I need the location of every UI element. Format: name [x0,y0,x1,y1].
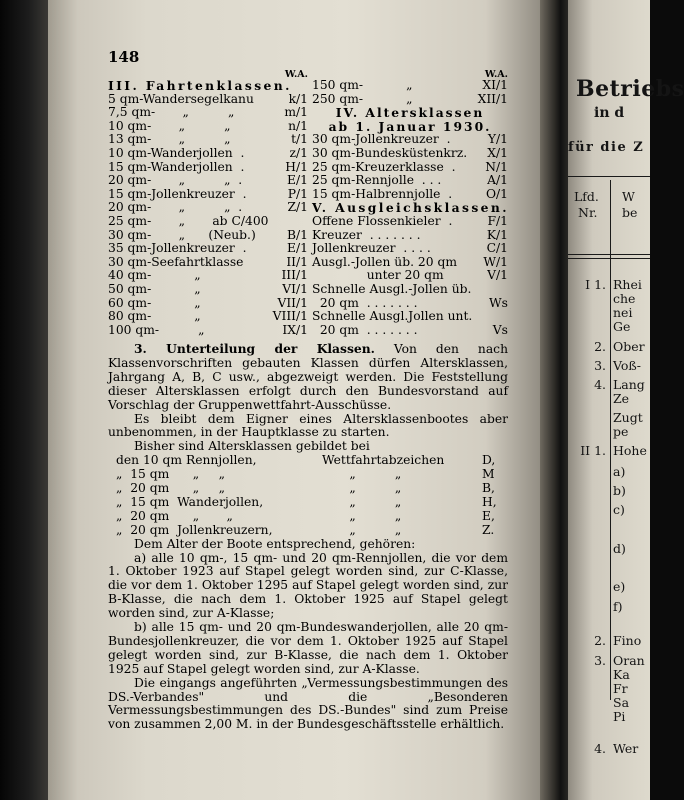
row-text-fragment: e) [613,579,626,594]
class-name: IV. Altersklassen [335,105,485,121]
row-text-fragment: Hohe [613,443,647,458]
row-text-fragment: Zugt [613,410,643,425]
class-entry [108,201,308,215]
row-number: 3. [594,358,606,373]
sail-code: II/1 [286,254,308,269]
sail-code: E/1 [287,173,308,188]
age-table-row [108,468,508,482]
row-text-fragment: Fr [613,681,628,696]
row-text-fragment: Ze [613,391,630,406]
table-column-divider [610,180,611,700]
sail-code: VIII/1 [272,309,308,324]
class-list-left-column [108,68,308,337]
row-number: II 1. [580,443,606,458]
right-page [568,0,684,800]
age-class-letter: H, [482,494,497,509]
age-class-letter: B, [482,481,495,496]
class-name: 40 qm- „ [108,268,201,283]
age-class-letter: D, [482,453,496,468]
age-class-badge-label: „ „ [322,522,402,537]
section-3-text [108,342,508,732]
section-3-paragraph-final: Die eingangs angeführten „Vermessungsbestimmungen des DS.-Verbandes" und die „Besonderen Vermessungsbestimmungen des DS.-Bundes" sind zum Preise von zusammen 2,00 M. in der Bundesgeschäftsstelle erhältlich. [108,675,508,732]
row-text-fragment: Fino [613,633,642,648]
class-entry [108,215,308,229]
right-page-title: Betriebs [576,76,684,102]
class-name: 150 qm- „ [312,78,413,92]
class-entry [312,93,508,107]
class-entry [312,188,508,202]
age-class-badge-label: „ „ [322,494,402,509]
class-name: 30 qm-Jollenkreuzer . [312,132,451,147]
class-entry [312,324,508,338]
class-name: 60 qm- „ [108,295,201,310]
sail-code: n/1 [288,118,308,133]
class-name: 30 qm- „ (Neub.) [108,227,256,242]
age-class-badge-label: Wettfahrtabzeichen [322,453,445,468]
class-name: 5 qm-Wandersegelkanu [108,91,254,106]
class-name: 50 qm- „ [108,281,201,296]
age-table-row [108,482,508,496]
sail-code: Z/1 [287,200,308,215]
row-number: 2. [594,633,606,648]
age-class-table [108,454,508,537]
age-class-boat: den 10 qm Rennjollen, [116,453,257,468]
class-name: 20 qm- „ „ . [108,173,243,188]
class-name: 20 qm . . . . . . . [312,322,418,337]
class-entry [108,174,308,188]
class-entry [108,269,308,283]
class-name: 13 qm- „ „ [108,132,231,147]
class-name: 15 qm-Jollenkreuzer . [108,186,247,201]
sail-code: Vs [492,322,508,337]
age-table-row [108,454,508,468]
sail-code: C/1 [486,241,508,256]
class-entry [108,120,308,134]
class-entry [312,201,508,215]
class-list-right-column [312,68,508,337]
row-text-fragment: Wer [613,741,639,756]
sail-code: Ws [489,295,508,310]
class-name: 25 qm-Rennjolle . . . [312,173,442,188]
sail-code: B/1 [286,227,308,242]
sail-code: XI/1 [482,78,508,92]
row-text-fragment: Oran [613,653,645,668]
right-page-caption: für die Z [568,140,645,155]
sail-code: W/1 [483,254,508,269]
row-text-fragment: Sa [613,695,630,710]
class-name: unter 20 qm [312,268,444,283]
sail-code: XII/1 [477,91,508,106]
class-entry [312,310,508,324]
class-name: Jollenkreuzer . . . . [312,241,431,256]
age-class-badge-label: „ „ [322,508,402,523]
class-name: 30 qm-Bundesküstenkrz. [312,145,468,160]
sail-code: IX/1 [282,322,308,337]
section-3-paragraph-3: Bisher sind Altersklassen gebildet bei [134,439,370,454]
row-text-fragment: Voß- [613,358,641,373]
wa-header-left: W.A. [284,69,308,80]
class-entry [108,147,308,161]
class-entry [312,215,508,229]
row-text-fragment: che [613,291,636,306]
class-entry [312,297,508,311]
class-entry [312,133,508,147]
sail-code: Y/1 [487,132,508,147]
age-class-letter: E, [482,508,495,523]
class-entry [312,269,508,283]
class-entry [312,242,508,256]
row-text-fragment: Pi [613,709,626,724]
table-header-rule-2 [568,258,650,259]
class-name: 25 qm-Kreuzerklasse . [312,159,456,174]
right-page-subtitle: in d [594,105,625,121]
col-header-be: be [622,205,638,220]
sail-code: X/1 [487,145,508,160]
age-table-row [108,496,508,510]
sail-code: O/1 [485,186,508,201]
sail-code: K/1 [486,227,508,242]
class-entry [108,242,308,256]
sail-code: N/1 [485,159,508,174]
class-name: Kreuzer . . . . . . . [312,227,421,242]
age-class-boat: „ 15 qm „ „ [116,467,226,482]
class-name: Ausgl.-Jollen üb. 20 qm [312,254,457,269]
age-class-badge-label: „ „ [322,467,402,482]
age-class-badge-label: „ „ [322,481,402,496]
class-entry [108,256,308,270]
age-class-boat: „ 15 qm Wanderjollen, [116,494,264,509]
class-name: 20 qm- „ „ . [108,200,243,215]
class-name: Schnelle Ausgl.-Jollen üb. [312,281,472,296]
section-3-paragraph-a: a) alle 10 qm-, 15 qm- und 20 qm-Rennjollen, die vor dem 1. Oktober 1923 auf Stapel gelegt worden sind, zur C-Klasse, die vor dem 1. Oktober 1295 auf Stapel gelegt worden sind, zur B-Klasse, die nach dem 1. Oktober 1925 auf Stapel gelegt worden sind, zur A-Klasse; [108,550,508,621]
table-header-rule [568,254,650,255]
class-name: 15 qm-Wanderjollen . [108,159,245,174]
row-number: I 1. [585,277,606,292]
row-number: 2. [594,339,606,354]
class-entry [312,161,508,175]
col-header-w: W [622,189,635,204]
row-text-fragment: c) [613,502,625,517]
age-table-row [108,510,508,524]
section-3-paragraph-2: Es bleibt dem Eigner eines Altersklassenbootes aber unbenommen, in der Hauptklasse zu starten. [108,411,508,440]
sail-code: k/1 [288,91,308,106]
class-name: V. Ausgleichsklassen. [312,200,509,216]
class-entry [108,161,308,175]
class-entry [108,324,308,338]
age-class-boat: „ 20 qm Jollenkreuzern, [116,522,273,537]
row-text-fragment: pe [613,424,629,439]
row-text-fragment: nei [613,305,633,320]
class-entry [312,147,508,161]
section-3-paragraph-b: b) alle 15 qm- und 20 qm-Bundeswanderjollen, alle 20 qm-Bundesjollenkreuzer, die vor dem 1. Oktober 1925 auf Stapel gelegt worden sind, zur B-Klasse, die nach dem 1. Oktober 1925 auf Stapel gelegt worden sind, zur A-Klasse. [108,620,508,676]
sail-code: P/1 [287,186,308,201]
age-table-row [108,524,508,538]
row-number: 4. [594,741,606,756]
section-3-heading: 3. Unterteilung der Klassen. [134,341,375,356]
class-entry [312,256,508,270]
age-class-boat: „ 20 qm „ „ [116,508,233,523]
sail-code: E/1 [287,241,308,256]
class-name: 30 qm-Seefahrtklasse [108,254,244,269]
page-number: 148 [108,48,140,66]
class-list-right [312,79,508,337]
class-entry [312,283,508,297]
sail-code: VII/1 [277,295,308,310]
class-entry [108,133,308,147]
class-list-left [108,79,308,337]
row-text-fragment: Ober [613,339,645,354]
section-3-paragraph-1: 3. Unterteilung der Klassen. Von den nach Klassenvorschriften gebauten Klassen dürfen Altersklassen, Jahrgang A, B, C usw., abgezweigt werden. Die Feststellung dieser Altersklassen erfolgt durch den Bundesvorstand auf Vorschlag der Gruppenwettfahrt-Ausschüsse. [108,341,508,412]
section-3-paragraph-4: Dem Alter der Boote entsprechend, gehören: [134,536,416,551]
class-entry [108,229,308,243]
class-name: 80 qm- „ [108,309,201,324]
row-number: 4. [594,377,606,392]
class-name: 20 qm . . . . . . . [312,295,418,310]
col-header-nr: Nr. [578,205,598,220]
class-name: 100 qm- „ [108,322,205,337]
col-header-lfd: Lfd. [574,189,599,204]
row-text-fragment: Lang [613,377,645,392]
class-name: 10 qm-Wanderjollen . [108,145,245,160]
row-text-fragment: b) [613,483,626,498]
sail-code: VI/1 [282,281,308,296]
class-entry [108,106,308,120]
table-top-rule [568,176,650,177]
class-entry [108,297,308,311]
class-entry [108,283,308,297]
row-text-fragment: Ge [613,319,631,334]
row-text-fragment: a) [613,464,626,479]
row-text-fragment: Rhei [613,277,642,292]
class-name: 25 qm- „ ab C/400 [108,213,269,228]
row-text-fragment: Ka [613,667,630,682]
class-name: Schnelle Ausgl.Jollen unt. [312,309,473,324]
class-name: III. Fahrtenklassen. [108,78,292,93]
class-entry [312,106,508,120]
wa-header-right: W.A. [484,69,508,80]
class-entry [312,174,508,188]
class-entry [108,79,308,93]
class-entry [108,310,308,324]
row-number: 3. [594,653,606,668]
class-name: Offene Flossenkieler . [312,213,453,228]
row-text-fragment: f) [613,599,623,614]
age-class-boat: „ 20 qm „ „ [116,481,226,496]
class-name: 250 qm- „ [312,91,413,106]
age-class-letter: Z. [482,522,495,537]
sail-code: V/1 [487,268,508,283]
class-entry [312,229,508,243]
sail-code: III/1 [281,268,308,283]
class-entry [108,93,308,107]
sail-code: A/1 [487,173,508,188]
class-name: 35 qm-Jollenkreuzer . [108,241,247,256]
class-entry [312,79,508,93]
age-class-letter: M [482,467,495,482]
sail-code: z/1 [289,145,308,160]
sail-code: F/1 [487,213,508,228]
class-entry [108,188,308,202]
class-entry [312,120,508,134]
class-name: 7,5 qm- „ „ [108,105,235,120]
class-name: 15 qm-Halbrennjolle . [312,186,453,201]
class-name: ab 1. Januar 1930. [328,118,492,134]
sail-code: H/1 [285,159,308,174]
row-text-fragment: d) [613,541,626,556]
sail-code: m/1 [284,105,308,120]
sail-code: t/1 [291,132,308,147]
class-name: 10 qm- „ „ [108,118,231,133]
